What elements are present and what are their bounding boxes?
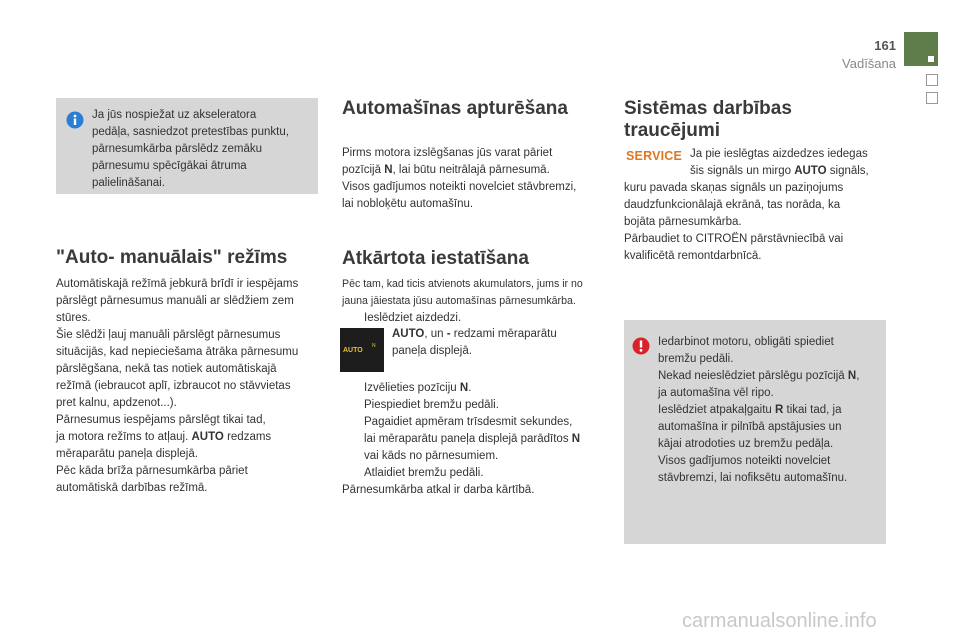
heading-reinit: Atkārtota iestatīšana (342, 248, 529, 269)
page-number: 161 (874, 38, 896, 53)
service-warning-icon: SERVICE (626, 149, 683, 163)
watermark: carmanualsonline.info (682, 610, 877, 632)
auto-display-icon: AUTO N (340, 328, 384, 372)
info-box-text: Ja jūs nospiežat uz akseleratora pedāļa, sasniedzot pretestības punktu, pārnesumkārba pārslēdz zemāku pārnesumu spēcīgākai ātruma palielināšanai. (92, 109, 289, 189)
chapter-box-1 (926, 74, 938, 86)
paragraph-reinit-steps: Izvēlieties pozīciju N. Piespiediet bremžu pedāli. Pagaidiet apmēram trīsdesmit sekundes, lai mēraparātu paneļa displejā parādītos N vai kāds no pārnesumiem. Atlaidiet bremžu pedāli. Pārnesumkārba atkal ir darba kārtībā. (342, 382, 581, 496)
info-icon (66, 111, 84, 129)
paragraph-failure-intro: Ja pie ieslēgtas aizdedzes iedegas šis signāls un mirgo AUTO signāls, (690, 148, 869, 177)
chapter-box-2 (926, 92, 938, 104)
section-title: Vadīšana (842, 56, 896, 71)
warning-box-text: Iedarbinot motoru, obligāti spiediet bremžu pedāli. Nekad neieslēdziet pārslēgu pozīcijā N, ja automašīna vēl ripo. Ieslēdziet atpakaļgaitu R tikai tad, ja automašīna ir pilnībā apstājusies un kājai atrodoties uz bremžu pedāļa. Visos gadījumos noteikti novelciet stāvbremzi, lai nofiksētu automašīnu. (658, 336, 860, 484)
paragraph-auto-manual: Automātiskajā režīmā jebkurā brīdī ir iespējams pārslēgt pārnesumus manuāli ar slēdžiem zem stūres. Šie slēdži ļauj manuāli pārslēgt pārnesumus situācijās, kad nepieciešama ātrāka pārnesumu pārslēgšana, nekā tas notiek automātiskajā režīmā (iebraucot aplī, izbraucot no stāvvietas pret kalnu, apdzenot...). Pārnesumus iespējams pārslēgt tikai tad, ja motora režīms to atļauj. AUTO redzams mēraparātu paneļa displejā. Pēc kāda brīža pārnesumkārba pāriet automātiskā darbības režīmā. (56, 278, 299, 494)
heading-failure: Sistēmas darbības traucējumi (624, 98, 792, 141)
tab-marker (928, 56, 934, 62)
heading-stop: Automašīnas apturēšana (342, 98, 568, 119)
paragraph-failure: kuru pavada skaņas signāls un paziņojums daudzfunkcionālajā ekrānā, tas norāda, ka bojāta pārnesumkārba. Pārbaudiet to CITROËN pārstāvniecībā vai kvalificētā remontdarbnīcā. (624, 182, 844, 262)
chapter-tab (904, 32, 938, 66)
warning-icon (632, 337, 650, 355)
heading-auto-manual: "Auto- manuālais" režīms (56, 247, 288, 268)
paragraph-stop: Pirms motora izslēgšanas jūs varat pāriet pozīcijā N, lai būtu neitrālajā pārnesumā. Visos gadījumos noteikti novelciet stāvbremzi, lai nobloķētu automašīnu. (342, 147, 577, 210)
auto-display-note: AUTO, un - redzami mēraparātu paneļa displejā. (392, 328, 557, 357)
paragraph-reinit-intro: Pēc tam, kad ticis atvienots akumulators, jums ir no jauna jāiestata jūsu automašīnas pārnesumkārba. Ieslēdziet aizdedzi. (342, 278, 583, 324)
